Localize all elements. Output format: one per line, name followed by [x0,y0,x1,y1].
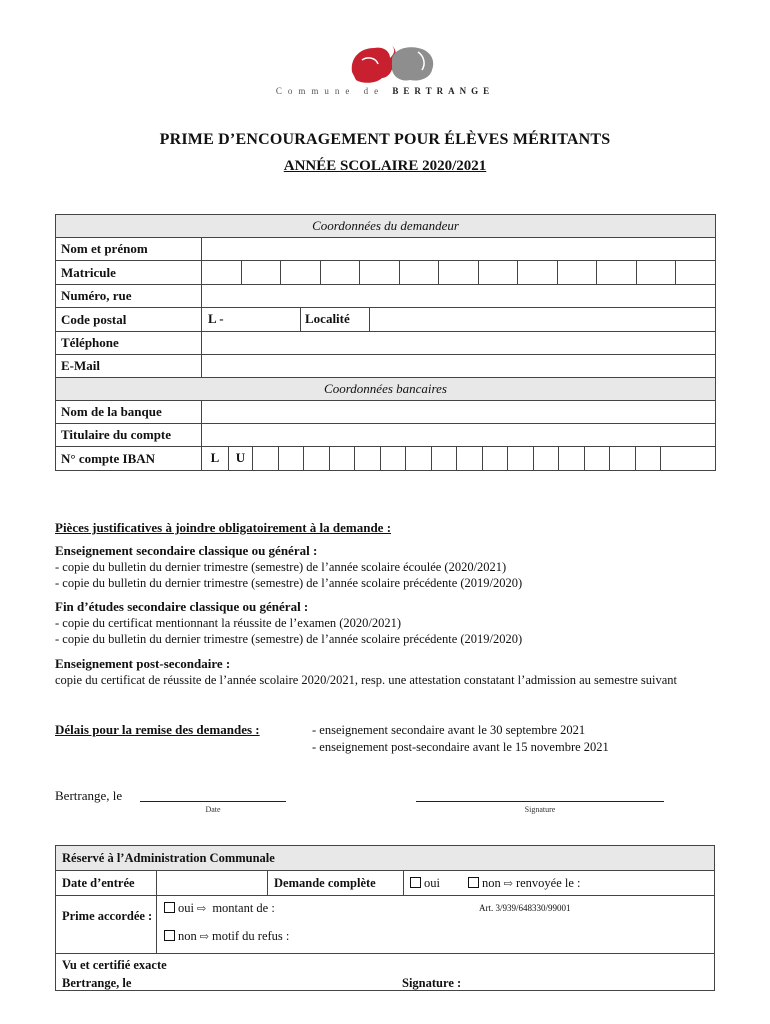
demande-complete-label: Demande complète [268,871,404,895]
admin-heading-row [56,846,714,871]
article-ref: Art. 3/939/648330/99001 [479,903,571,913]
pieces-title: Pièces justificatives à joindre obligatoirement à la demande : [55,520,392,535]
admin-table [55,845,715,991]
checkbox-icon [164,902,175,913]
rue-label: Numéro, rue [56,285,202,308]
s3-line1: copie du certificat de réussite de l’année scolaire 2020/2021, resp. une attestation constatant l’admission au semestre suivant [55,673,678,687]
prime-non-label: non [178,929,197,943]
checkbox-icon [164,930,175,941]
montant-label: montant de : [212,901,275,915]
arrow-right-icon: ⇨ [199,931,209,943]
admin-row-date [56,871,714,896]
checkbox-icon [410,877,421,888]
delais-line2: - enseignement post-secondaire avant le 15 novembre 2021 [312,740,609,754]
date-line[interactable] [140,801,286,802]
cp-label: Code postal [56,308,202,332]
signature-line[interactable] [416,801,664,802]
s1-line2: - copie du bulletin du dernier trimestre (semestre) de l’année scolaire précédente (2019/2020) [55,576,523,590]
place-label: Bertrange, le [55,788,123,803]
s2-title: Fin d’études secondaire classique ou général : [55,599,309,614]
rue-field[interactable] [202,285,716,308]
arrow-right-icon: ⇨ [196,903,207,915]
arrow-right-icon: ⇨ [503,878,513,890]
iban-field[interactable] [202,447,716,471]
prime-oui[interactable] [164,901,275,916]
iban-label: N° compte IBAN [56,447,202,471]
delais-line1: - enseignement secondaire avant le 30 septembre 2021 [312,723,586,737]
s3-title: Enseignement post-secondaire : [55,656,231,671]
titulaire-field[interactable] [202,424,716,447]
matricule-field[interactable] [202,261,716,285]
renvoyee-label: renvoyée le : [515,876,581,890]
delais-title: Délais pour la remise des demandes : [55,722,260,737]
form-subtitle: ANNÉE SCOLAIRE 2020/2021 [283,158,487,174]
cp-field[interactable]: L - [202,308,301,331]
matricule-label: Matricule [56,261,202,285]
banque-field[interactable] [202,401,716,424]
signature-caption: Signature [524,805,556,814]
section-fin-etudes [55,599,715,647]
form-title: PRIME D’ENCOURAGEMENT POUR ÉLÈVES MÉRITANTS [159,131,611,148]
nom-field[interactable] [202,238,716,261]
section-demandeur: Coordonnées du demandeur [56,215,716,238]
prime-non[interactable] [164,929,289,944]
complete-oui-label: oui [424,876,440,890]
prime-oui-label: oui [178,901,194,915]
s2-line1: - copie du certificat mentionnant la réussite de l’examen (2020/2021) [55,616,402,630]
prime-label: Prime accordée : [56,896,157,953]
titulaire-label: Titulaire du compte [56,424,202,447]
admin-row-prime [56,896,714,954]
date-entree-field[interactable] [157,871,268,895]
vu-certifie: Vu et certifié exacte [62,958,167,972]
commune-logo [332,38,452,90]
commune-title: BERTRANGE [392,86,495,96]
motif-label: motif du refus : [211,929,290,943]
iban-l: L [210,450,220,465]
tel-label: Téléphone [56,332,202,355]
commune-prefix: Commune de [275,86,385,96]
date-entree-label: Date d’entrée [56,871,157,895]
nom-label: Nom et prénom [56,238,202,261]
checkbox-icon [468,877,479,888]
email-label: E-Mail [56,355,202,378]
section-secondaire [55,543,715,591]
iban-u: U [228,447,252,470]
date-caption: Date [205,805,221,814]
localite-field[interactable] [370,308,715,331]
complete-non[interactable] [468,871,581,896]
admin-heading: Réservé à l’Administration Communale [62,851,275,865]
email-field[interactable] [202,355,716,378]
admin-place: Bertrange, le [62,976,132,990]
banque-label: Nom de la banque [56,401,202,424]
cp-row [202,308,716,332]
commune-name [0,86,770,96]
s1-title: Enseignement secondaire classique ou général : [55,543,318,558]
delais-list [312,722,609,756]
admin-signature: Signature : [402,976,462,990]
applicant-table [55,214,716,471]
s1-line1: - copie du bulletin du dernier trimestre (semestre) de l’année scolaire écoulée (2020/2021) [55,560,507,574]
complete-non-label: non [482,876,501,890]
complete-oui[interactable] [410,871,440,895]
section-post-secondaire [55,656,715,688]
localite-label: Localité [301,308,370,331]
s2-line2: - copie du bulletin du dernier trimestre (semestre) de l’année scolaire précédente (2019/2020) [55,632,523,646]
section-bancaires: Coordonnées bancaires [56,378,716,401]
tel-field[interactable] [202,332,716,355]
